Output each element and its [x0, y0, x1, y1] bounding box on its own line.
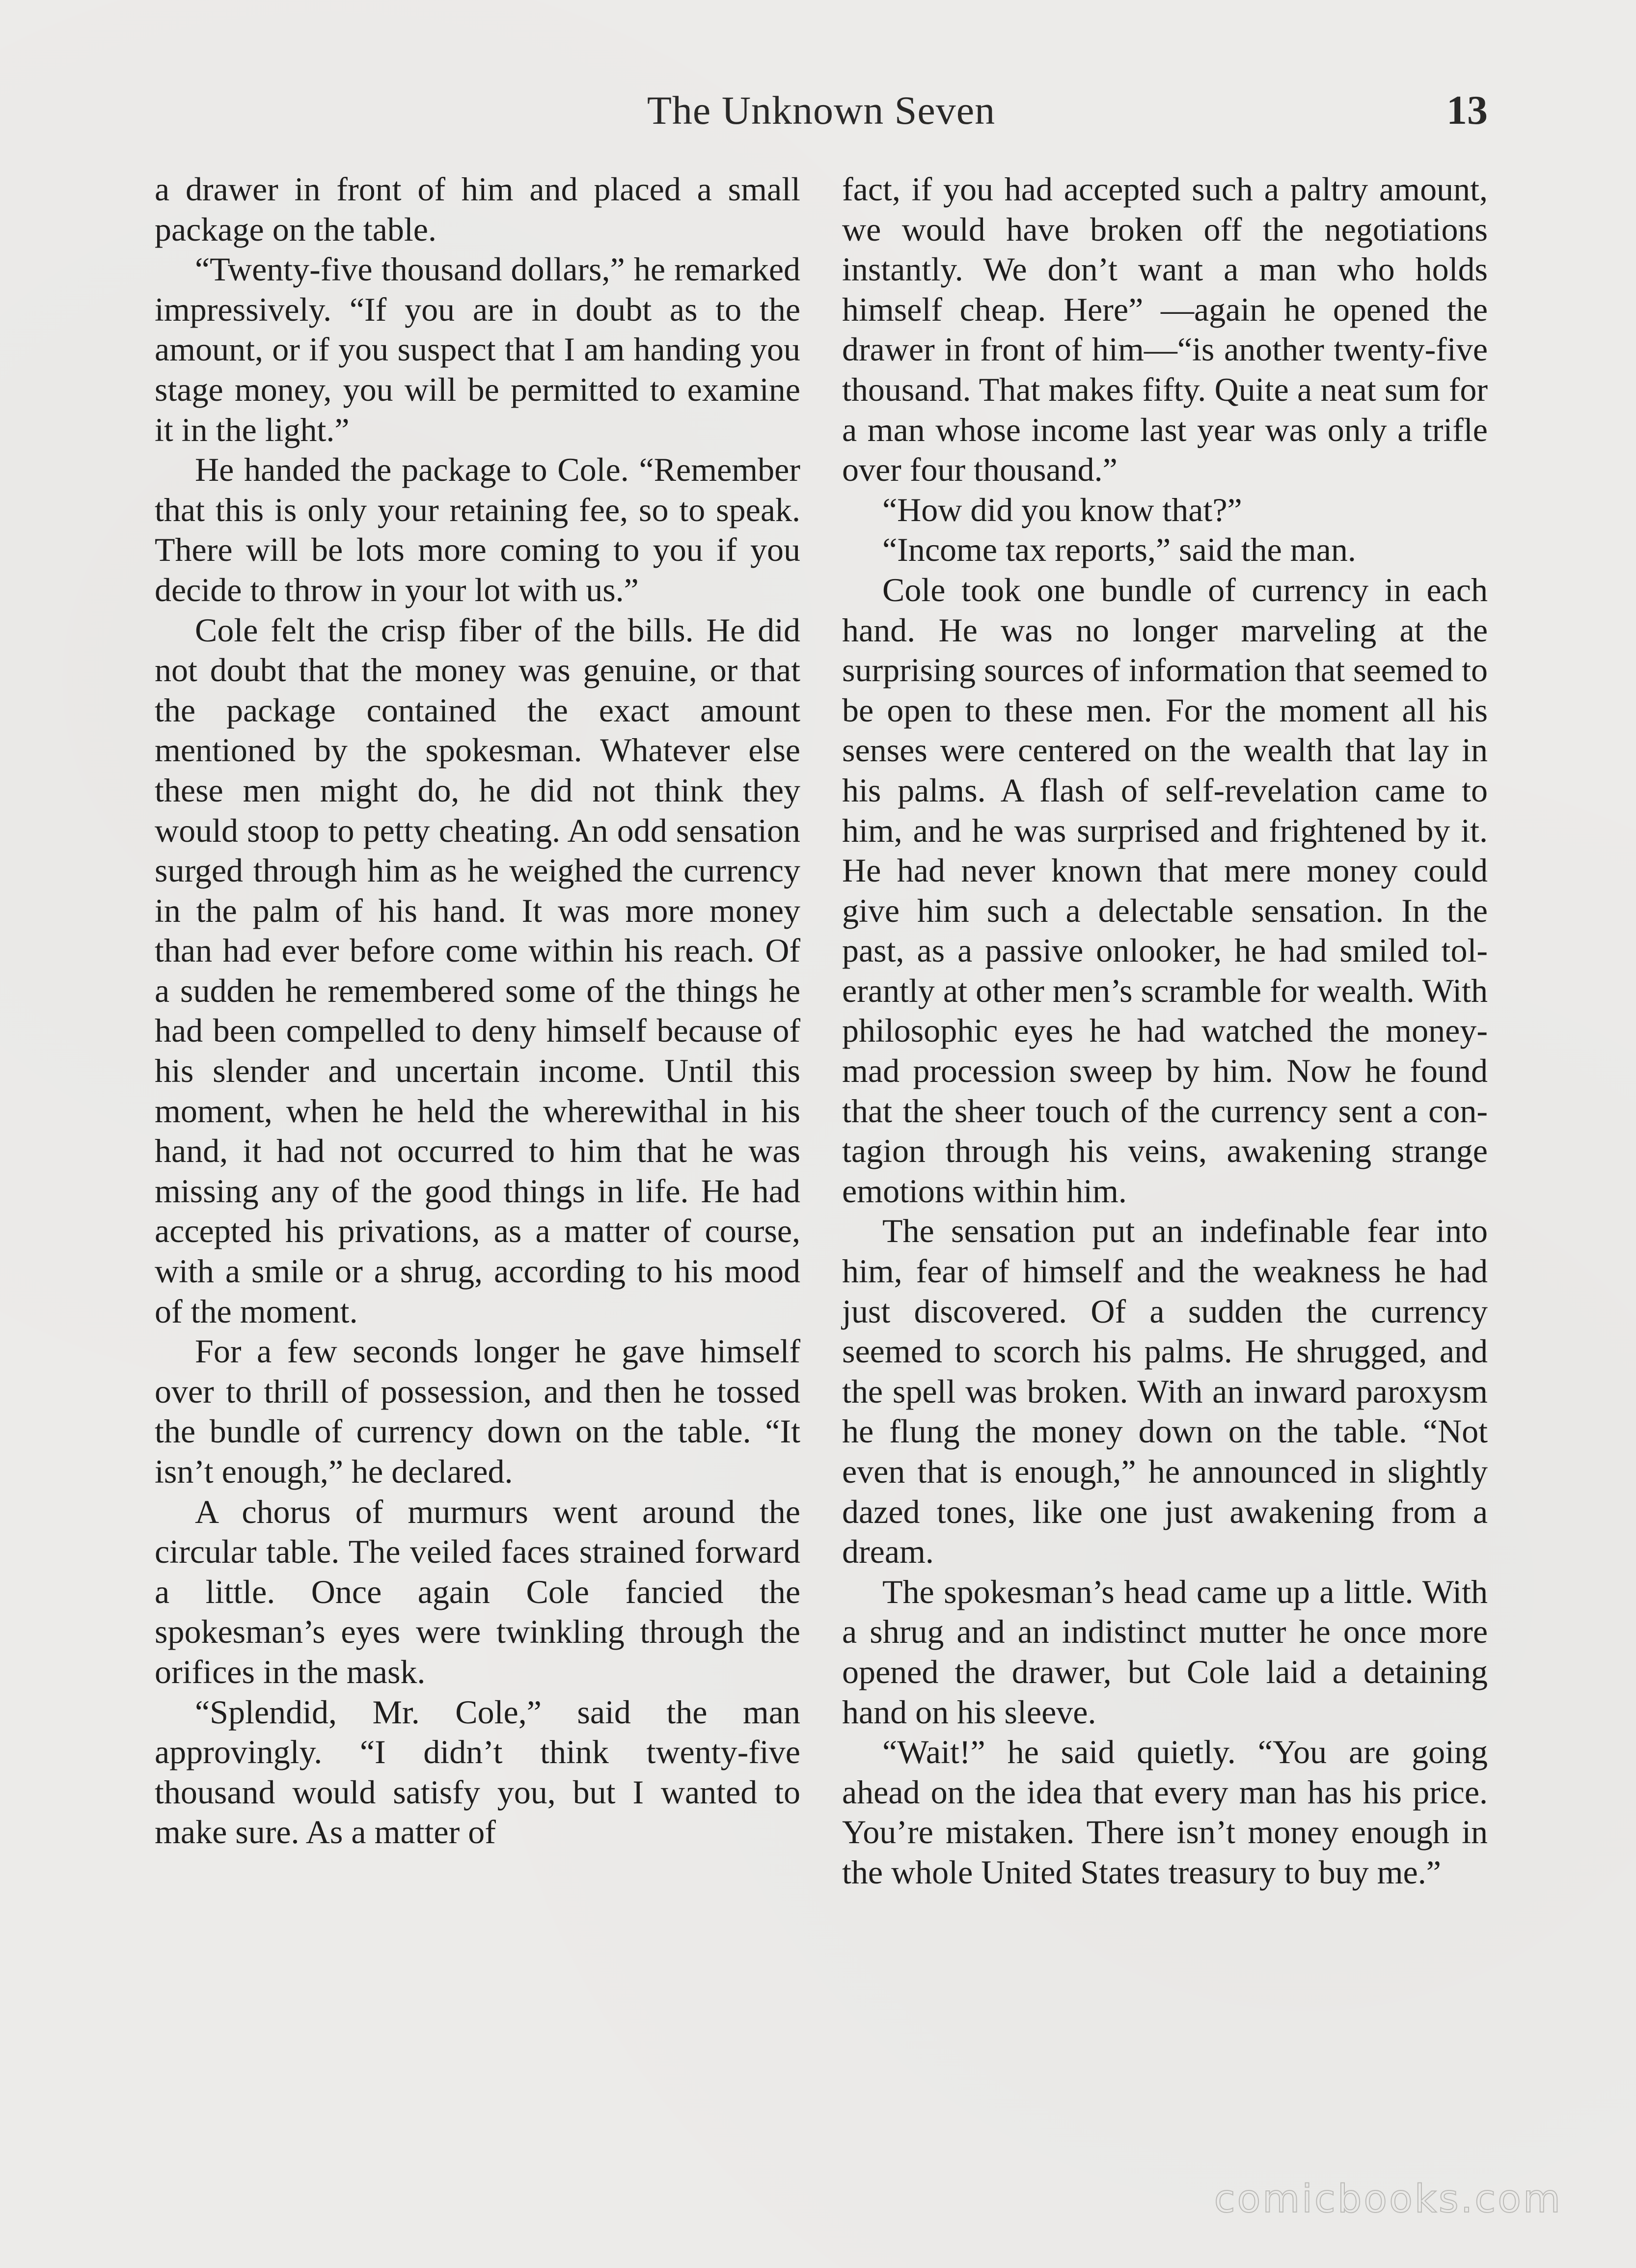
paragraph: a drawer in front of him and placed a small package on the table.: [155, 170, 800, 248]
paragraph: He handed the package to Cole. “Remember that this is only your retaining fee, so to speak. There will be lots more coming to you if you decide to throw in your lot with us.”: [155, 451, 800, 608]
paragraph: “Twenty-five thousand dollars,” he remarked impressively. “If you are in doubt as to the amount, or if you suspect that I am handing you stage money, you will be permitted to examine it in the light.”: [155, 250, 800, 448]
paragraph: The spokesman’s head came up a little. With a shrug and an indistinct mutter he once more opened the drawer, but Cole laid a detaining hand on his sleeve.: [842, 1573, 1488, 1731]
watermark: comicbooks.com: [1214, 2177, 1562, 2221]
paragraph: Cole felt the crisp fiber of the bills. He did not doubt that the money was genuine, or that the package contained the exact amount mentioned by the spokesman. Whatever else these men might do, he did not think they would stoop to petty cheating. An odd sensation surged through him as he weighed the currency in the palm of his hand. It was more money than had ever before come within his reach. Of a sudden he remembered some of the things he had been compelled to deny himself because of his slender and uncertain income. Until this moment, when he held the wherewithal in his hand, it had not occurred to him that he was missing any of the good things in life. He had accepted his privations, as a matter of course, with a smile or a shrug, according to his mood of the moment.: [155, 611, 800, 1330]
paragraph: A chorus of murmurs went around the circular table. The veiled faces strained forward a little. Once again Cole fancied the spokesman’s eyes were twinkling through the orifices in the mask.: [155, 1493, 800, 1690]
running-title: The Unknown Seven: [647, 88, 996, 133]
page-header: [155, 83, 1488, 142]
paragraph: fact, if you had accepted such a paltry amount, we would have broken off the negotiations instantly. We don’t want a man who holds himself cheap. Here” —again he opened the drawer in front of him—“is another twenty-five thousand. That makes fifty. Quite a neat sum for a man whose income last year was only a trifle over four thousand.”: [842, 170, 1488, 489]
paragraph: “Wait!” he said quietly. “You are going ahead on the idea that every man has his price. You’re mistaken. There isn’t money enough in the whole United States treasury to buy me.”: [842, 1733, 1488, 1891]
left-column: [155, 169, 800, 1853]
paragraph: The sensation put an indefinable fear into him, fear of himself and the weakness he had just discovered. Of a sudden the currency seemed to scorch his palms. He shrugged, and the spell was broken. With an inward paroxysm he flung the money down on the table. “Not even that is enough,” he announced in slightly dazed tones, like one just awakening from a dream.: [842, 1212, 1488, 1571]
paragraph: For a few seconds longer he gave himself over to thrill of possession, and then he tossed the bundle of currency down on the table. “It isn’t enough,” he declared.: [155, 1332, 800, 1490]
paragraph: Cole took one bundle of currency in each hand. He was no longer marveling at the surprising sources of information that seemed to be open to these men. For the moment all his senses were centered on the wealth that lay in his palms. A flash of self-revelation came to him, and he was surprised and frightened by it. He had never known that mere money could give him such a delectable sensation. In the past, as a passive onlooker, he had smiled tolerantly at other men’s scramble for wealth. With philosophic eyes he had watched the money-mad procession sweep by him. Now he found that the sheer touch of the currency sent a contagion through his veins, awakening strange emotions within him.: [842, 571, 1488, 1210]
page-number: 13: [1446, 87, 1488, 133]
paragraph: “Splendid, Mr. Cole,” said the man approvingly. “I didn’t think twenty-five thousand would satisfy you, but I wanted to make sure. As a matter of: [155, 1693, 800, 1851]
right-column: [842, 169, 1488, 1893]
paragraph: “How did you know that?”: [882, 491, 1242, 528]
paragraph: “Income tax reports,” said the man.: [882, 531, 1356, 569]
